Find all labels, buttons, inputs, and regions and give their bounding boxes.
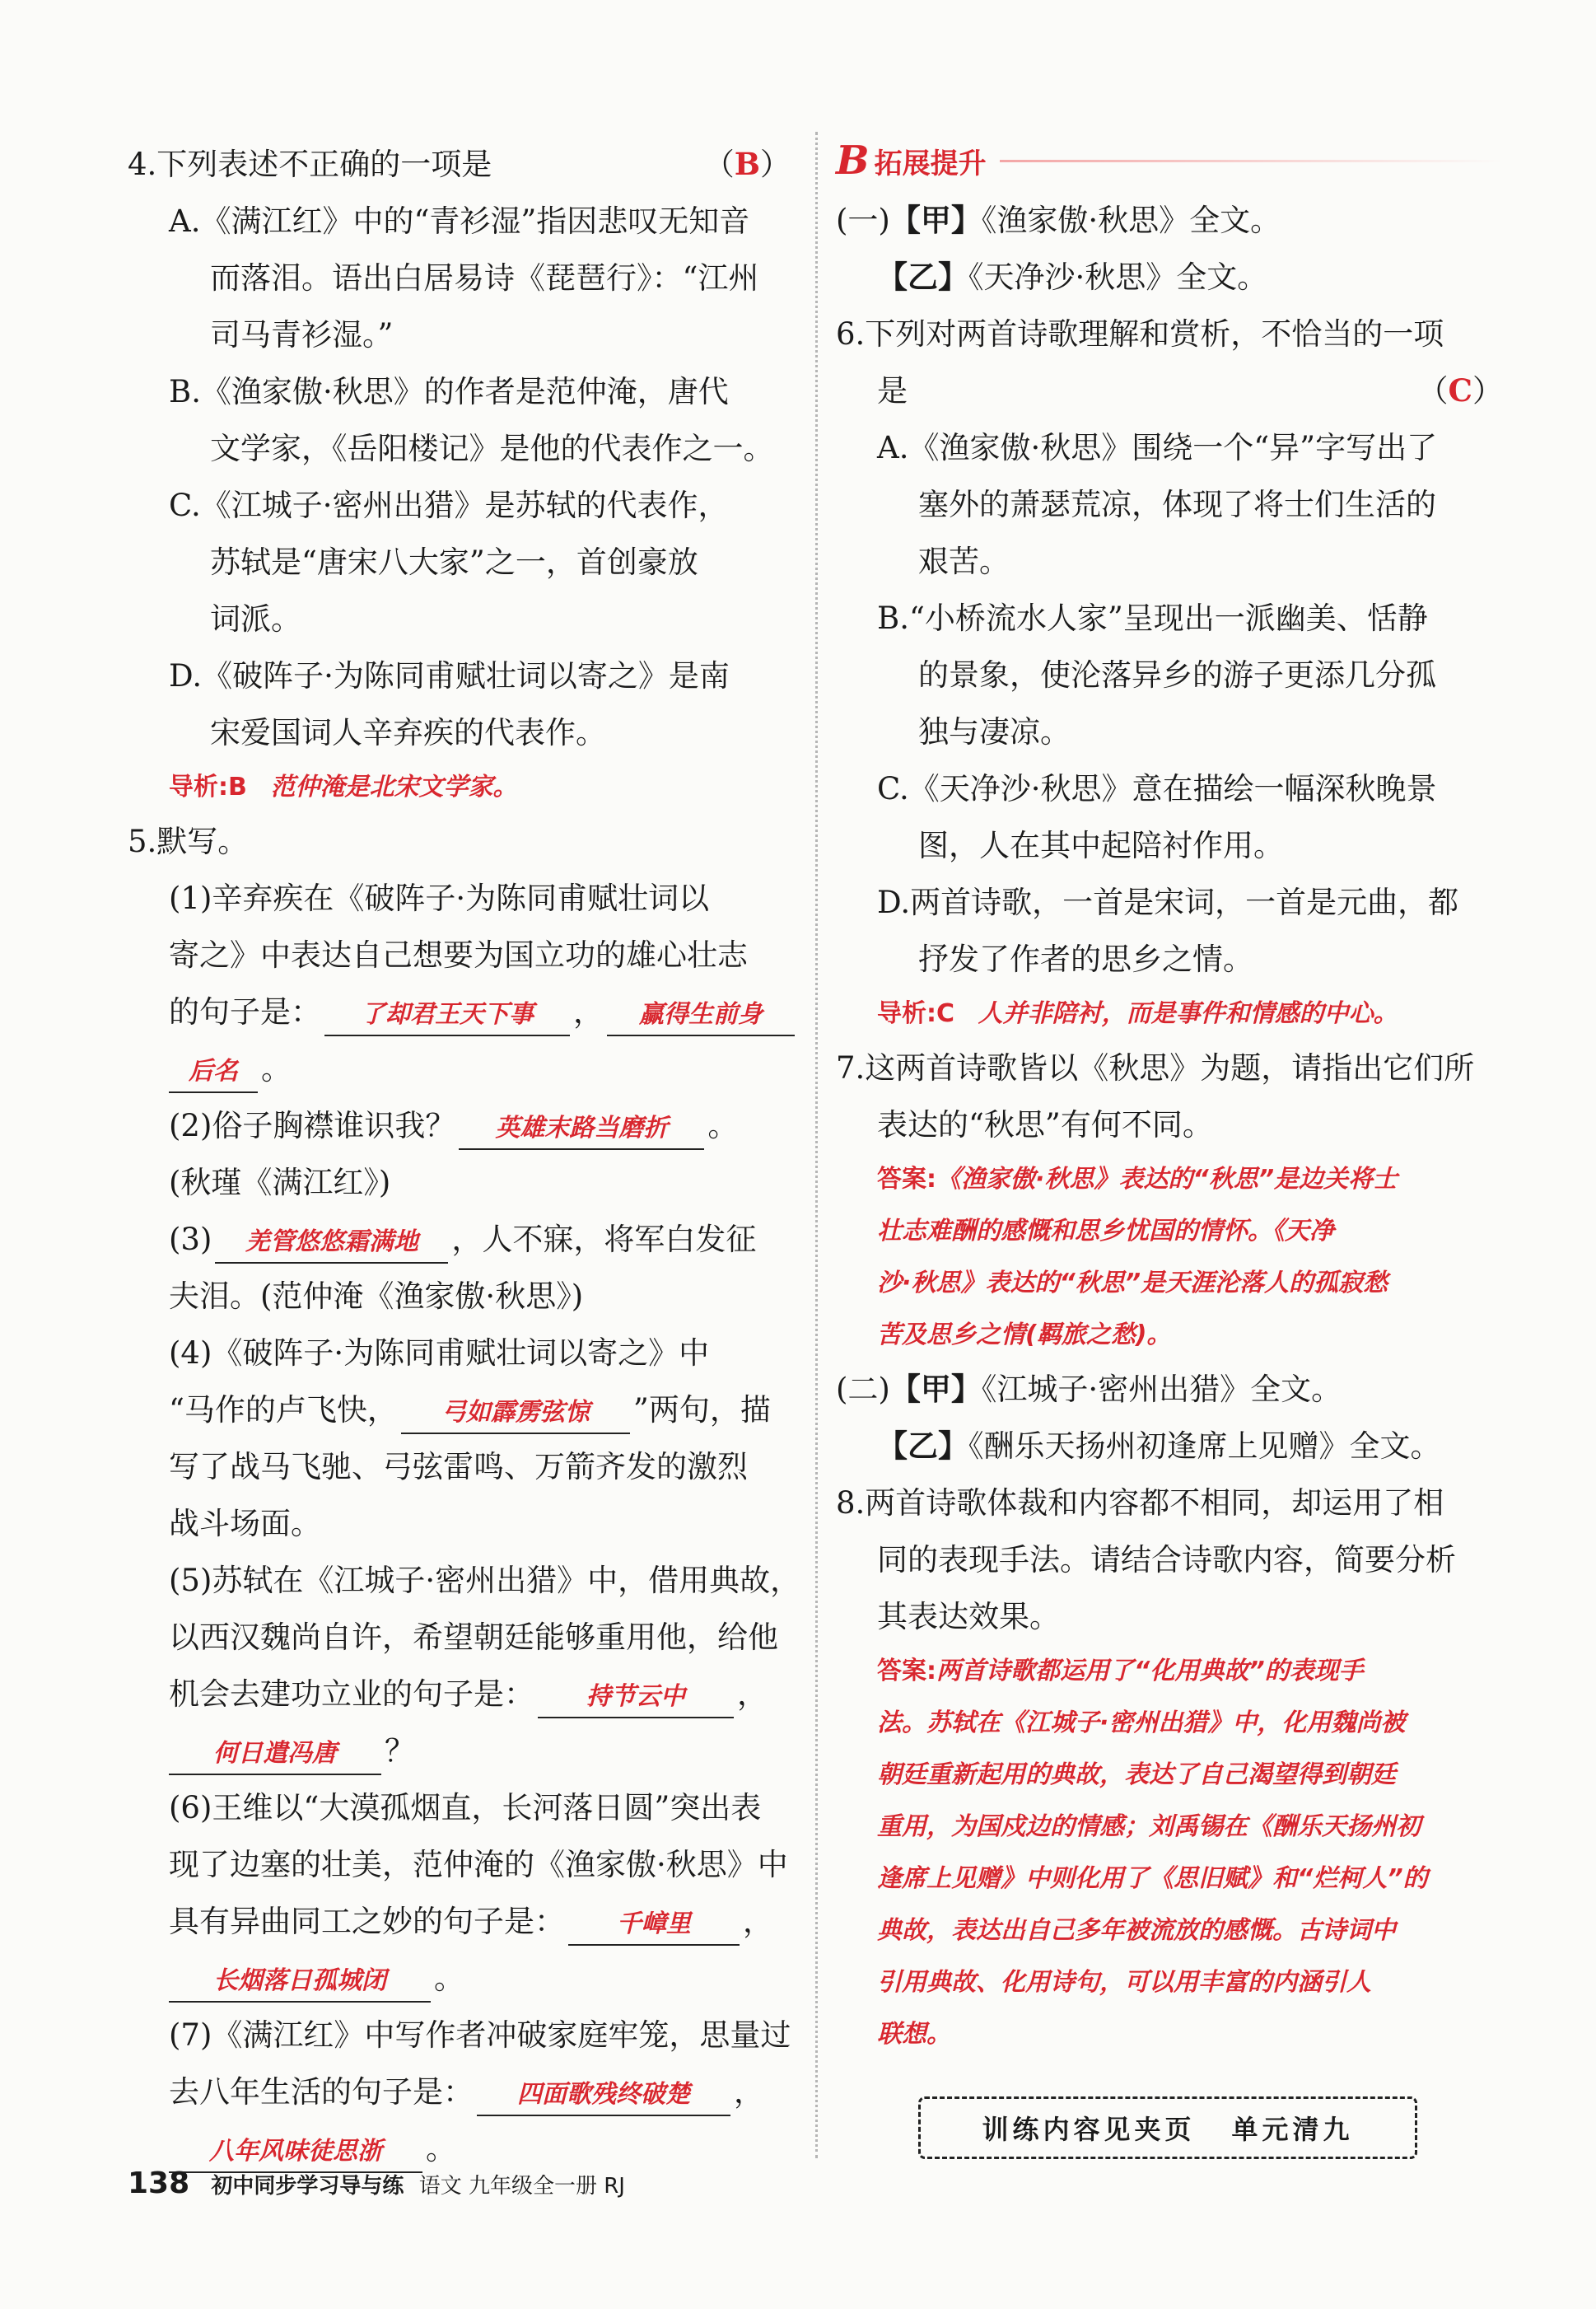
section-title: 拓展提升 <box>874 147 987 180</box>
q8-answer: 答案:两首诗歌都运用了“化用典故”的表现手 <box>877 1657 1364 1685</box>
q4-option-d-cont: 宋爱国词人辛弃疾的代表作。 <box>210 715 606 750</box>
q6-stem: 6.下列对两首诗歌理解和赏析，不恰当的一项 <box>836 316 1444 352</box>
section-header <box>836 136 1503 185</box>
answer-blank: 羌管悠悠霜满地 <box>215 1222 448 1264</box>
q6-option-c: C.《天净沙·秋思》意在描绘一幅深秋晚景 <box>877 771 1437 806</box>
q7-answer: 答案:《渔家傲·秋思》表达的“秋思”是边关将士 <box>877 1165 1398 1194</box>
q5-item-1: (1)辛弃疾在《破阵子·为陈同甫赋壮词以 <box>169 881 710 916</box>
training-note-box: 训练内容见夹页 单元清九 <box>918 2096 1417 2159</box>
answer-blank: 八年风味徒思浙 <box>169 2132 422 2173</box>
q8-stem: 8.两首诗歌体裁和内容都不相同，却运用了相 <box>836 1485 1444 1521</box>
q4-answer: B <box>734 146 760 182</box>
page-footer <box>128 2166 625 2200</box>
q5-item-3: (3) 羌管悠悠霜满地 ，人不寐，将军白发征 <box>128 1211 791 1268</box>
answer-blank: 长烟落日孤城闭 <box>169 1961 431 2003</box>
answer-blank: 了却君王天下事 <box>324 995 570 1036</box>
page-number: 138 <box>128 2166 190 2200</box>
q5-item-2: (2)俗子胸襟谁识我？ 英雄末路当磨折 。 <box>128 1097 791 1154</box>
q4-option-a-cont: 司马青衫湿。” <box>210 317 394 353</box>
q4-guide: 导析:B 范仲淹是北宋文学家。 <box>169 773 518 802</box>
q6-option-b: B.“小桥流水人家”呈现出一派幽美、恬静 <box>877 601 1428 636</box>
book-title: 初中同步学习导与练 <box>211 2174 404 2199</box>
q6-option-d: D.两首诗歌，一首是宋词，一首是元曲，都 <box>877 885 1459 920</box>
q6-option-a: A.《渔家傲·秋思》围绕一个“异”字写出了 <box>877 430 1438 465</box>
q4-option-c: C.《江城子·密州出猎》是苏轼的代表作， <box>169 488 729 523</box>
answer-blank: 英雄末路当磨折 <box>459 1109 704 1150</box>
answer-blank: 何日遣冯唐 <box>169 1734 381 1775</box>
q4-option-b: B.《渔家傲·秋思》的作者是范仲淹，唐代 <box>169 374 729 409</box>
answer-blank: 持节云中 <box>538 1677 734 1718</box>
q5-item-4: (4)《破阵子·为陈同甫赋壮词以寄之》中 <box>169 1335 710 1371</box>
answer-blank: 千嶂里 <box>568 1905 740 1946</box>
q5-item-7: (7)《满江红》中写作者冲破家庭牢笼，思量过 <box>169 2017 791 2053</box>
q4-option-a-cont: 而落泪。语出白居易诗《琵琶行》：“江州 <box>210 260 759 296</box>
section-b-icon: B <box>836 138 870 184</box>
q4-option-c-cont: 词派。 <box>210 601 301 637</box>
q5-stem: 5.默写。 <box>128 824 249 859</box>
group1-yi: 【乙】《天净沙·秋思》全文。 <box>877 259 1268 295</box>
group1-jia: (一)【甲】《渔家傲·秋思》全文。 <box>836 202 1281 238</box>
group2-jia: (二)【甲】《江城子·密州出猎》全文。 <box>836 1371 1342 1407</box>
q7-stem: 7.这两首诗歌皆以《秋思》为题，请指出它们所 <box>836 1050 1475 1086</box>
q4-option-c-cont: 苏轼是“唐宋八大家”之一，首创豪放 <box>210 545 698 580</box>
q4-answer-bracket: （B） <box>703 146 791 182</box>
group2-yi: 【乙】《酬乐天扬州初逢席上见赠》全文。 <box>877 1428 1441 1464</box>
answer-blank: 弓如霹雳弦惊 <box>401 1393 630 1434</box>
column-divider <box>815 132 818 2158</box>
q6-answer: C <box>1448 372 1472 409</box>
section-underline <box>1000 160 1503 162</box>
subject-info: 语文 九年级全一册 RJ <box>418 2174 625 2199</box>
answer-blank: 后名 <box>169 1052 258 1093</box>
answer-blank: 赢得生前身 <box>607 995 795 1036</box>
q4-option-a: A.《满江红》中的“青衫湿”指因悲叹无知音 <box>169 203 750 239</box>
q4-option-b-cont: 文学家，《岳阳楼记》是他的代表作之一。 <box>210 431 774 466</box>
q5-item-6: (6)王维以“大漠孤烟直，长河落日圆”突出表 <box>169 1790 762 1825</box>
q5-item-5: (5)苏轼在《江城子·密州出猎》中，借用典故， <box>169 1563 801 1598</box>
q4-stem: 4.下列表述不正确的一项是 （B） <box>128 136 791 193</box>
q6-answer-bracket: （C） <box>1417 372 1503 409</box>
q4-option-d: D.《破阵子·为陈同甫赋壮词以寄之》是南 <box>169 658 730 694</box>
answer-blank: 四面歌残终破楚 <box>477 2075 730 2116</box>
right-column: B 拓展提升 (一)【甲】《渔家傲·秋思》全文。 【乙】《天净沙·秋思》全文。 6.下列对两首诗歌理解和赏析，不恰当的一项 是 （C） A.《渔家傲·秋思》围绕一个“异”字写出了 塞外的萧瑟荒凉，体现了将士们生活的 艰苦。 B.“小桥流水人家”呈现出一派幽美、恬静 的景象，使沦落异乡的游子更添几分孤 独与凄凉。 C.《天净沙·秋思》意在描绘一幅深秋晚景 图，人在其中起陪衬作用。 D.两首诗歌，一首是宋词，一首是元曲，都 抒发了作者的思乡之情。 导析:C 人并非陪衬，而是事件和情感的中心。 7.这两首诗歌皆以《秋思》为题，请指出它们所 表达的“秋思”有何不同。 答案:《渔家傲·秋思》表达的“秋思”是边关将士 壮志难酬的感慨和思乡忧国的情怀。《天净 沙·秋思》表达的“秋思”是天涯沦落人的孤寂愁 苦及思乡之情(羁旅之愁)。 (二)【甲】《江城子·密州出猎》全文。 【乙】《酬乐天扬州初逢席上见赠》全文。 8.两首诗歌体裁和内容都不相同，却运用了相 同的表现手法。请结合诗歌内容，简要分析 其表达效果。 答案:两首诗歌都运用了“化用典故”的表现手 法。苏轼在《江城子·密州出猎》中，化用魏尚被 朝廷重新起用的典故，表达了自己渴望得到朝廷 重用，为国戍边的情感；刘禹锡在《酬乐天扬州初 逢席上见赠》中则化用了《思旧赋》和“烂柯人”的 典故，表达出自己多年被流放的感慨。古诗词中 引用典故、化用诗句，可以用丰富的内涵引人 联想。 训练内容见夹页 单元清九 <box>836 136 1503 2159</box>
q6-guide: 导析:C 人并非陪衬，而是事件和情感的中心。 <box>877 999 1398 1028</box>
left-column: 4.下列表述不正确的一项是 （B） A.《满江红》中的“青衫湿”指因悲叹无知音 而落泪。语出白居易诗《琵琶行》：“江州 司马青衫湿。” B.《渔家傲·秋思》的作者是范仲淹，唐代 文学家，《岳阳楼记》是他的代表作之一。 C.《江城子·密州出猎》是苏轼的代表作， 苏轼是“唐宋八大家”之一，首创豪放 词派。 D.《破阵子·为陈同甫赋壮词以寄之》是南 宋爱国词人辛弃疾的代表作。 导析:B 范仲淹是北宋文学家。 5.默写。 (1)辛弃疾在《破阵子·为陈同甫赋壮词以 寄之》中表达自己想要为国立功的雄心壮志 的句子是： 了却君王天下事 ， 赢得生前身 后名 。 (2)俗子胸襟谁识我？ 英雄末路当磨折 。 (秋瑾《满江红》) (3) 羌管悠悠霜满地 ，人不寐，将军白发征 夫泪。(范仲淹《渔家傲·秋思》) (4)《破阵子·为陈同甫赋壮词以寄之》中 “马作的卢飞快， 弓如霹雳弦惊 ”两句，描 写了战马飞驰、弓弦雷鸣、万箭齐发的激烈 战斗场面。 (5)苏轼在《江城子·密州出猎》中，借用典故， 以西汉魏尚自许，希望朝廷能够重用他，给他 机会去建功立业的句子是： 持节云中 ， 何日遣冯唐 ？ (6)王维以“大漠孤烟直，长河落日圆”突出表 现了边塞的壮美，范仲淹的《渔家傲·秋思》中 具有异曲同工之妙的句子是： 千嶂里 ， 长烟落日孤城闭 。 (7)《满江红》中写作者冲破家庭牢笼，思量过 去八年生活的句子是： 四面歌残终破楚 ， 八年风味徒思浙 。 <box>128 136 791 2177</box>
